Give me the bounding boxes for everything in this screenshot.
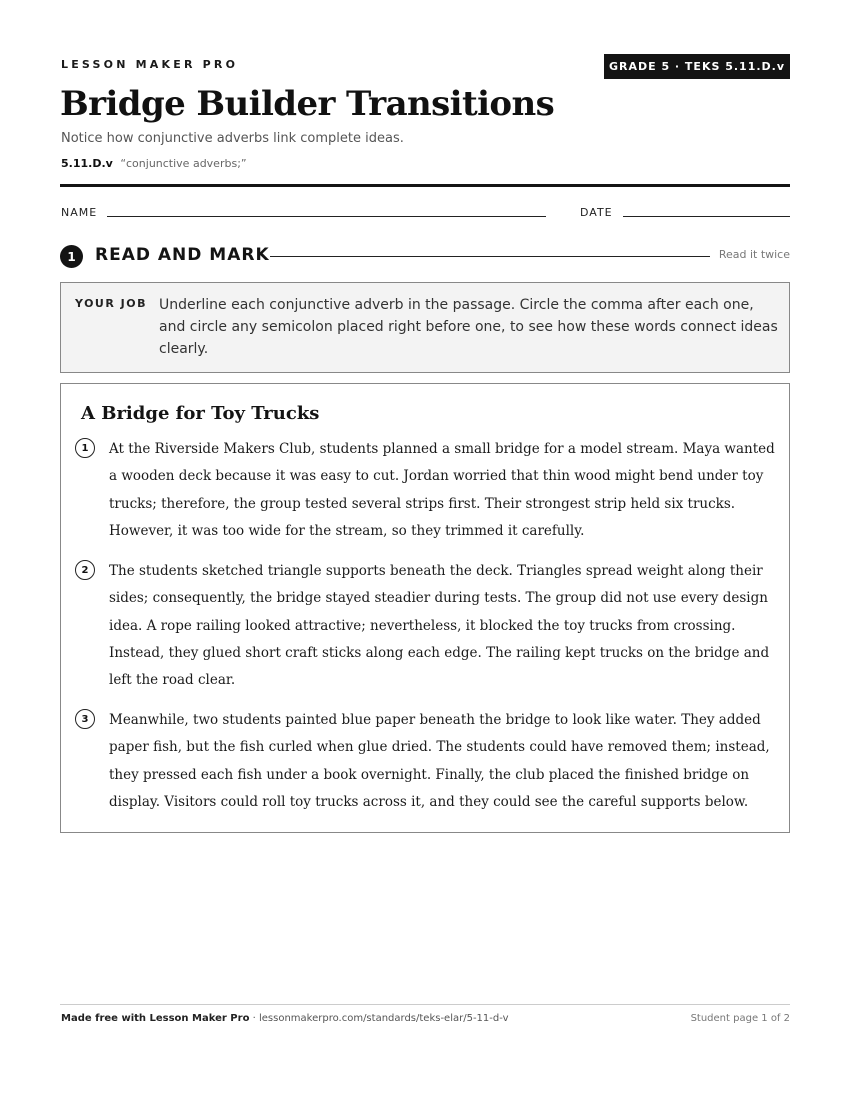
section-title: READ AND MARK	[95, 245, 270, 265]
page-subtitle: Notice how conjunctive adverbs link complete ideas.	[61, 131, 404, 146]
page-indicator: Student page 1 of 2	[690, 1013, 790, 1024]
date-field[interactable]	[623, 216, 790, 217]
header-divider	[60, 184, 790, 187]
footer-url[interactable]: · lessonmakerpro.com/standards/teks-elar/5-11-d-v	[249, 1013, 509, 1024]
footer-credit	[61, 1013, 509, 1024]
section-note: Read it twice	[718, 248, 790, 261]
paragraph-number: 1	[75, 438, 95, 458]
footer-made-with: Made free with Lesson Maker Pro	[61, 1013, 250, 1024]
grade-badge: GRADE 5 · TEKS 5.11.D.v	[604, 54, 790, 79]
paragraph-text[interactable]: The students sketched triangle supports beneath the deck. Triangles spread weight along their sides; consequently, the bridge stayed steadier during tests. The group did not use every design idea. A rope railing looked attractive; nevertheless, it blocked the toy trucks from crossing. Instead, they glued short craft sticks along each edge. The railing kept trucks on the bridge and left the road clear.	[109, 563, 770, 689]
standard-text: “conjunctive adverbs;”	[120, 157, 247, 170]
date-label: DATE	[580, 206, 613, 219]
instructions-label: YOUR JOB	[75, 297, 147, 310]
section-header	[60, 243, 790, 269]
step-number-badge: 1	[60, 245, 83, 268]
instructions-text: Underline each conjunctive adverb in the passage. Circle the comma after each one, and circle any semicolon placed right before one, to see how these words connect ideas clearly.	[159, 297, 778, 357]
paragraph-number: 3	[75, 709, 95, 729]
paragraph-text[interactable]: Meanwhile, two students painted blue paper beneath the bridge to look like water. They added paper fish, but the fish curled when glue dried. The students could have removed them; instead, they pressed each fish under a book overnight. Finally, the club placed the finished bridge on display. Visitors could roll toy trucks across it, and they could see the careful supports below.	[109, 712, 770, 810]
page-title: Bridge Builder Transitions	[60, 84, 555, 124]
standard-reference	[61, 157, 247, 170]
section-divider	[270, 256, 710, 257]
passage-box	[60, 383, 790, 833]
footer-divider	[60, 1004, 790, 1005]
instructions-box	[60, 282, 790, 373]
brand-name: LESSON MAKER PRO	[61, 58, 239, 71]
passage-title: A Bridge for Toy Trucks	[81, 403, 320, 424]
name-label: NAME	[61, 206, 98, 219]
paragraph-text[interactable]: At the Riverside Makers Club, students planned a small bridge for a model stream. Maya wanted a wooden deck because it was easy to cut. Jordan worried that thin wood might bend under toy trucks; therefore, the group tested several strips first. Their strongest strip held six trucks. However, it was too wide for the stream, so they trimmed it carefully.	[109, 441, 775, 539]
name-field[interactable]	[107, 216, 546, 217]
standard-code: 5.11.D.v	[61, 157, 113, 170]
paragraph-number: 2	[75, 560, 95, 580]
